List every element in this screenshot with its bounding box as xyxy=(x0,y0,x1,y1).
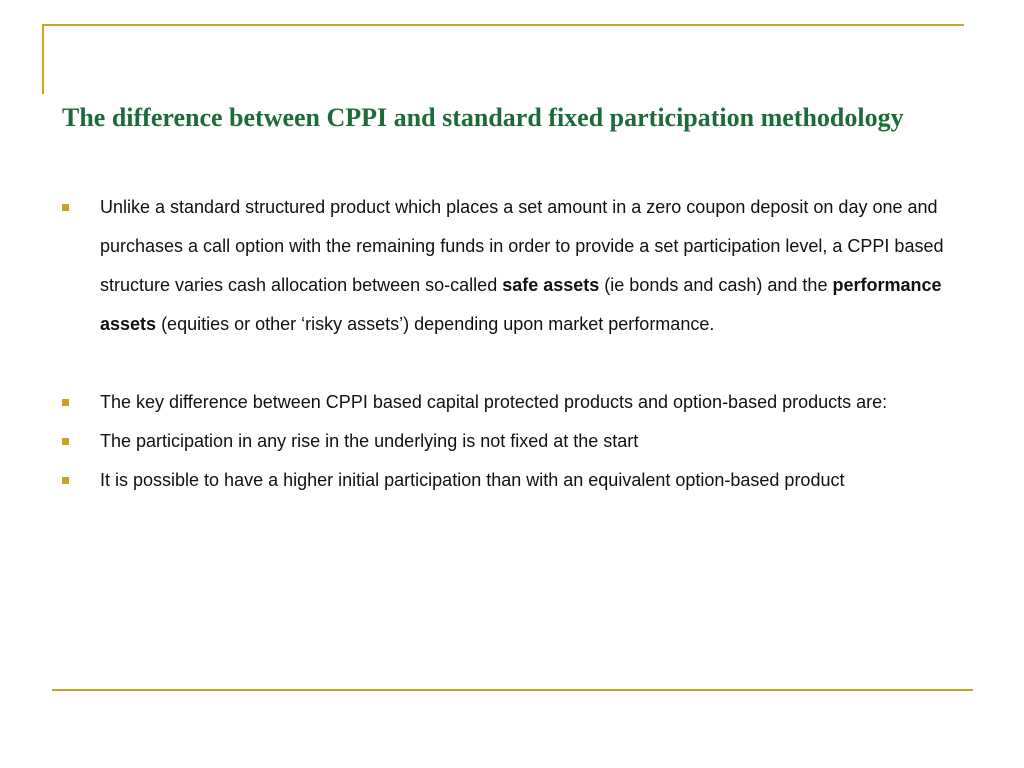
frame-left-rule xyxy=(42,24,44,94)
square-bullet-icon xyxy=(62,477,69,484)
bullet-text-part: Unlike a standard structured product which places a set amount in a zero coupon deposit on day one and purchases a call option with the remaining funds in order to provide a set participation level, a CPPI based structure varies cash allocation between so-called xyxy=(100,197,944,295)
bullet-item xyxy=(62,383,962,422)
frame-top-rule xyxy=(42,24,964,26)
bullet-item xyxy=(62,461,962,500)
bold-term-safe-assets: safe assets xyxy=(502,275,600,295)
bullet-text: It is possible to have a higher initial participation than with an equivalent option-based product xyxy=(100,470,845,490)
bullet-item xyxy=(62,188,962,344)
slide-title: The difference between CPPI and standard fixed participation methodology xyxy=(62,103,904,132)
footer-rule xyxy=(52,689,973,691)
bullet-list xyxy=(62,188,962,500)
square-bullet-icon xyxy=(62,204,69,211)
bullet-text xyxy=(100,197,943,334)
square-bullet-icon xyxy=(62,399,69,406)
bullet-text: The key difference between CPPI based capital protected products and option-based products are: xyxy=(100,392,888,412)
square-bullet-icon xyxy=(62,438,69,445)
bullet-text-part: (ie bonds and cash) and the xyxy=(599,275,833,295)
bullet-text: The participation in any rise in the underlying is not fixed at the start xyxy=(100,431,639,451)
bullet-item xyxy=(62,422,962,461)
bullet-text-part: (equities or other ‘risky assets’) depending upon market performance. xyxy=(156,314,715,334)
bold-term-performance-assets: performance assets xyxy=(100,275,942,334)
